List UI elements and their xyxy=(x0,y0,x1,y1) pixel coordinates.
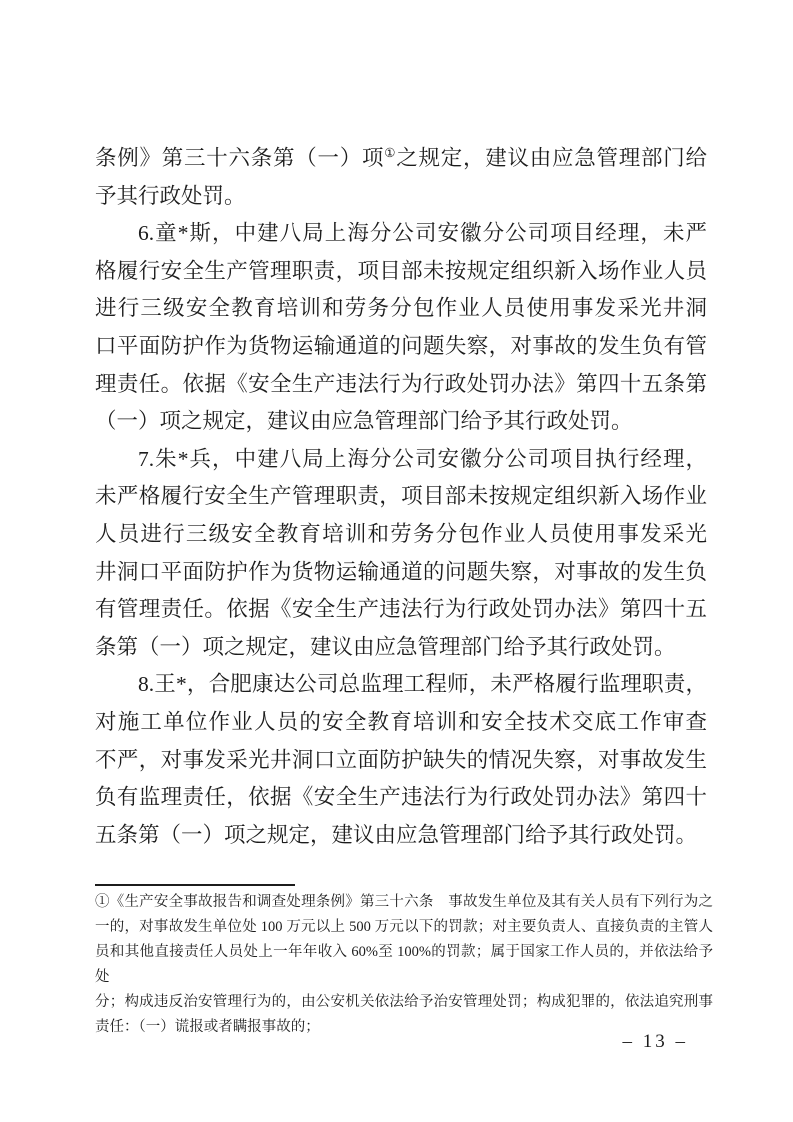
body-line: 人员进行三级安全教育培训和劳务分包作业人员使用事发采光 xyxy=(95,521,707,546)
body-line: 未严格履行安全生产管理职责，项目部未按规定组织新入场作业 xyxy=(95,484,707,509)
body-text-block xyxy=(95,140,707,854)
page-number: – 13 – xyxy=(622,1031,688,1052)
body-line xyxy=(95,140,707,178)
body-line: 6.童*斯，中建八局上海分公司安徽分公司项目经理，未严 xyxy=(138,221,707,246)
body-line: 有管理责任。依据《安全生产违法行为行政处罚办法》第四十五 xyxy=(95,597,707,622)
footnote-separator-rule xyxy=(95,884,295,886)
body-line: （一）项之规定，建议由应急管理部门给予其行政处罚。 xyxy=(95,409,633,434)
body-line: 7.朱*兵，中建八局上海分公司安徽分公司项目执行经理， xyxy=(138,446,707,471)
footnote-line: 分；构成违反治安管理行为的，由公安机关依法给予治安管理处罚；构成犯罪的，依法追究刑事 xyxy=(95,994,713,1010)
footnote-reference-superscript: ① xyxy=(384,145,397,160)
body-line: 五条第（一）项之规定，建议由应急管理部门给予其行政处罚。 xyxy=(95,822,698,847)
body-line: 口平面防护作为货物运输通道的问题失察，对事故的发生负有管 xyxy=(95,333,707,358)
footnote-line: ①《生产安全事故报告和调查处理条例》第三十六条 事故发生单位及其有关人员有下列行为之 xyxy=(95,894,713,910)
footnote-line: 责任：（一）谎报或者瞒报事故的； xyxy=(95,1019,320,1035)
body-line: 予其行政处罚。 xyxy=(95,183,246,208)
body-line: 负有监理责任，依据《安全生产违法行为行政处罚办法》第四十 xyxy=(95,785,707,810)
footnote-line: 一的，对事故发生单位处 100 万元以上 500 万元以下的罚款；对主要负责人、直接负责的主管人 xyxy=(95,919,713,935)
body-line: 条第（一）项之规定，建议由应急管理部门给予其行政处罚。 xyxy=(95,634,676,659)
body-line: 格履行安全生产管理职责，项目部未按规定组织新入场作业人员 xyxy=(95,258,707,283)
body-line: 不严，对事发采光井洞口立面防护缺失的情况失察，对事故发生 xyxy=(95,747,707,772)
body-line-text: 之规定，建议由应急管理部门给 xyxy=(396,146,707,170)
body-line: 进行三级安全教育培训和劳务分包作业人员使用事发采光井洞 xyxy=(95,296,707,321)
body-line: 对施工单位作业人员的安全教育培训和安全技术交底工作审查 xyxy=(95,709,707,734)
body-line-text: 条例》第三十六条第（一）项 xyxy=(95,146,385,170)
body-line: 8.王*，合肥康达公司总监理工程师，未严格履行监理职责， xyxy=(138,672,707,697)
body-line: 理责任。依据《安全生产违法行为行政处罚办法》第四十五条第 xyxy=(95,371,707,396)
body-line: 井洞口平面防护作为货物运输通道的问题失察，对事故的发生负 xyxy=(95,559,707,584)
footnote-line: 员和其他直接责任人员处上一年年收入 60%至 100%的罚款；属于国家工作人员的，并依法给予处 xyxy=(95,944,713,985)
footnote-block xyxy=(95,884,713,1040)
